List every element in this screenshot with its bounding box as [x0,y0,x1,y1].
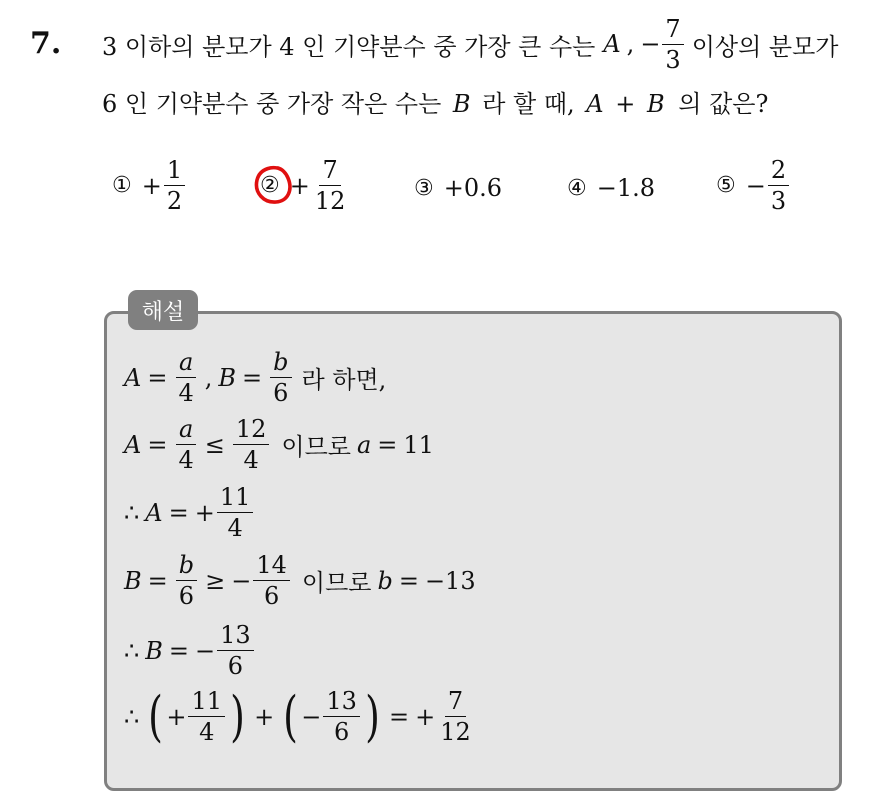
denominator: 6 [263,582,280,610]
less-equal: ≤ [204,430,225,459]
therefore-symbol: ∴ [124,702,140,731]
question-text: 의 값은? [678,90,769,118]
numerator: 1 [164,158,185,186]
numerator: 14 [253,553,290,581]
choice-value: −1.8 [596,174,656,202]
denominator: 4 [243,446,259,474]
solution-text: 라 하면, [301,366,387,394]
denominator: 4 [199,718,215,746]
var-a: A [124,430,142,459]
sign: − [301,702,322,731]
fraction [768,158,789,213]
sign: − [231,566,252,595]
equals: = [147,566,168,595]
solution-line-6 [124,684,476,748]
sign: + [141,171,162,200]
equals: = [168,636,190,665]
equals: = [147,430,168,459]
equals: = [398,566,419,595]
plus-sign: + [615,90,636,118]
var-a: A [603,30,621,58]
fraction [323,689,360,744]
denominator: 4 [178,379,194,407]
fraction [217,485,254,540]
question-text: 이상의 분모가 [691,32,839,61]
sign: + [166,702,187,731]
choice-number: ⑤ [716,173,736,198]
equals: = [377,430,398,459]
numerator: 2 [768,158,789,186]
fraction [253,553,290,608]
question-line-1 [102,14,839,74]
choice-1[interactable] [112,158,187,213]
question-text: 3 이하의 분모가 4 인 기약분수 중 가장 큰 수는 [102,32,596,61]
denominator: 6 [273,379,289,407]
sign: − [745,171,766,200]
var-a: A [145,498,163,527]
therefore-symbol: ∴ [124,636,140,665]
fraction [312,158,349,213]
denominator: 3 [770,187,787,215]
numerator: 7 [319,158,340,186]
fraction [270,350,291,405]
var: b [377,566,393,595]
var-b: B [124,566,142,595]
question-text: 라 할 때, [482,90,575,118]
equals: = [168,498,189,527]
choice-number: ③ [414,175,434,201]
solution-text: 이므로 [301,569,372,597]
fraction [217,623,254,678]
denominator: 6 [227,652,244,680]
denominator: 6 [334,718,350,746]
var: a [356,430,372,459]
answer-circle-mark [252,163,296,207]
sign: + [194,498,215,527]
sign: + [415,702,436,731]
right-paren: ) [230,684,245,748]
denominator: 12 [440,718,471,746]
denominator: 6 [178,582,195,610]
solution-line-5 [124,623,256,678]
numerator: 11 [188,689,225,717]
numerator: 13 [323,689,360,717]
var-b: B [452,90,471,118]
var-b: B [145,636,163,665]
minus-sign: − [640,30,661,58]
separator: , [204,363,213,392]
choice-5[interactable] [716,158,791,213]
denominator: 12 [314,187,346,215]
choice-4[interactable] [567,174,655,202]
choice-value: +0.6 [443,174,503,202]
value: 11 [403,430,434,459]
denominator: 4 [227,514,243,542]
choice-number: ② [260,173,280,198]
numerator: 7 [662,17,683,45]
fraction [437,689,474,744]
separator: , [626,30,635,58]
solution-line-3 [124,485,255,540]
fraction [188,689,225,744]
question-line-2 [102,84,768,119]
var-b: B [647,90,665,118]
equals: = [147,363,168,392]
solution-line-4 [124,553,476,608]
greater-equal: ≥ [205,566,226,595]
denominator: 2 [166,187,183,215]
solution-label: 해설 [128,290,198,330]
fraction [175,417,196,472]
question-text: 6 인 기약분수 중 가장 작은 수는 [102,90,442,118]
value: −13 [424,566,476,595]
denominator: 3 [665,45,681,74]
equals: = [389,702,410,731]
solution-line-1 [124,350,386,405]
plus-sign: + [254,702,275,731]
numerator: a [176,350,196,378]
left-paren: ( [148,684,164,748]
sign: + [289,171,310,200]
right-paren: ) [365,684,380,748]
solution-text: 이므로 [281,433,351,461]
numerator: 7 [445,689,466,717]
fraction [175,350,196,405]
numerator: b [270,350,291,378]
numerator: 13 [217,623,254,651]
fraction [233,417,270,472]
numerator: a [176,417,196,445]
fraction [164,158,185,213]
choice-number: ① [112,173,132,198]
equals: = [242,363,263,392]
sign: − [195,636,216,665]
solution-line-2 [124,417,434,472]
numerator: 12 [233,417,270,445]
fraction [176,553,197,608]
choice-3[interactable] [414,174,502,202]
denominator: 4 [178,446,194,474]
var-a: A [586,90,604,118]
choice-number: ④ [567,175,587,201]
numerator: b [176,553,197,581]
numerator: 11 [217,485,254,513]
left-paren: ( [283,684,299,748]
question-number: 7. [30,26,62,61]
var-a: A [124,363,142,392]
therefore-symbol: ∴ [124,498,140,527]
fraction [662,14,683,74]
var-b: B [218,363,237,392]
